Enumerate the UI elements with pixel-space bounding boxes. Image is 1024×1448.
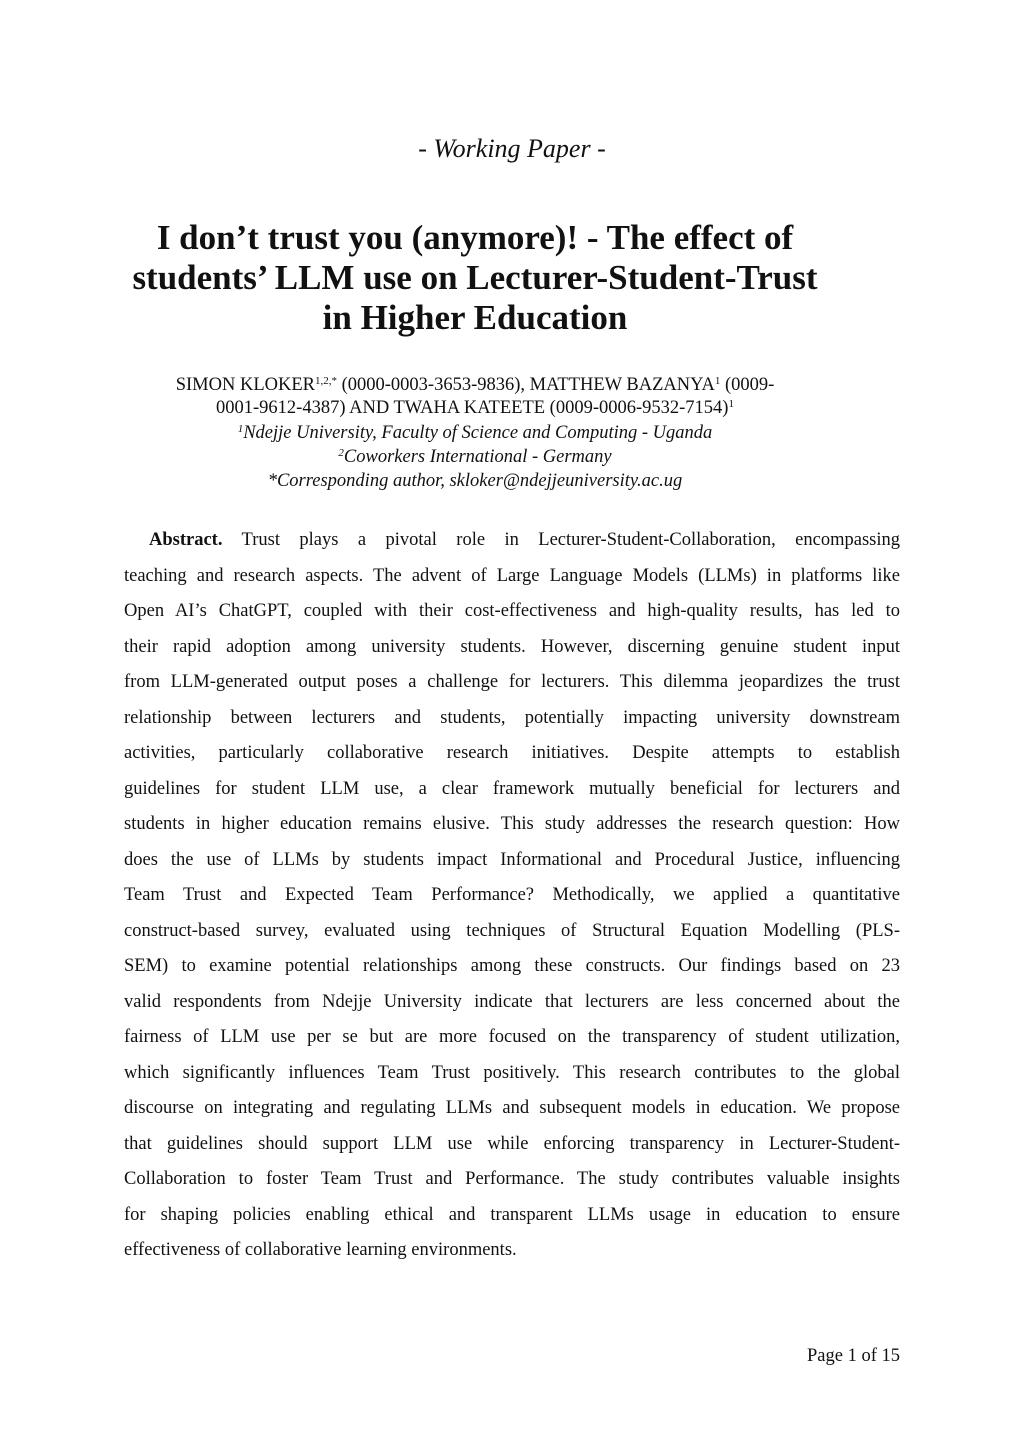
abstract-heading: Abstract. — [149, 530, 223, 550]
abstract-line: for shaping policies enabling ethical and transparent LLMs usage in education to ensure — [124, 1204, 900, 1225]
author-text: 0001-9612-4387) AND TWAHA KATEETE (0009-0006-9532-7154) — [216, 398, 729, 418]
working-paper-label: - Working Paper - — [418, 134, 606, 163]
abstract-line: from LLM-generated output poses a challenge for lecturers. This dilemma jeopardizes the trust — [124, 672, 900, 692]
title-line: I don’t trust you (anymore)! - The effect of — [156, 218, 794, 257]
affiliations — [110, 421, 840, 493]
abstract-line: their rapid adoption among university students. However, discerning genuine student input — [124, 636, 900, 657]
affiliation-text: Coworkers International - Germany — [343, 447, 612, 467]
affiliation-text: Ndejje University, Faculty of Science and Computing - Uganda — [243, 423, 713, 443]
author-name: SIMON KLOKER — [175, 375, 315, 395]
affiliation-line — [110, 445, 840, 469]
affiliation-superscript: 1 — [237, 423, 244, 435]
abstract-line: that guidelines should support LLM use while enforcing transparency in Lecturer-Student- — [124, 1133, 900, 1154]
author-superscript: 1,2,* — [314, 375, 337, 387]
author-superscript: 1 — [714, 375, 721, 387]
abstract-text: Trust plays a pivotal role in Lecturer-Student-Collaboration, encompassing — [222, 530, 900, 550]
abstract-line: does the use of LLMs by students impact Informational and Procedural Justice, influencing — [124, 849, 900, 870]
author-text: (0009- — [720, 375, 775, 395]
abstract-line: effectiveness of collaborative learning environments. — [124, 1240, 517, 1260]
abstract-line: fairness of LLM use per se but are more focused on the transparency of student utilization, — [124, 1027, 900, 1047]
title-line: in Higher Education — [322, 298, 628, 337]
abstract-line: valid respondents from Ndejje University indicate that lecturers are less concerned about the — [124, 991, 900, 1012]
corresponding-author: *Corresponding author, skloker@ndejjeuniversity.ac.ug — [267, 471, 683, 491]
title-line: students’ LLM use on Lecturer-Student-Trust — [132, 258, 818, 297]
abstract-line: discourse on integrating and regulating LLMs and subsequent models in education. We propose — [124, 1098, 900, 1118]
paper-title — [100, 218, 850, 338]
abstract-line: teaching and research aspects. The advent of Large Language Models (LLMs) in platforms like — [124, 565, 900, 586]
author-line — [110, 397, 840, 420]
author-text: (0000-0003-3653-9836), MATTHEW BAZANYA — [336, 375, 715, 395]
abstract-line: students in higher education remains elusive. This study addresses the research question: How — [124, 814, 900, 834]
abstract-line: Open AI’s ChatGPT, coupled with their cost-effectiveness and high-quality results, has led to — [124, 601, 900, 621]
abstract-line: relationship between lecturers and students, potentially impacting university downstream — [124, 707, 900, 728]
abstract — [124, 523, 900, 1269]
abstract-line: construct-based survey, evaluated using techniques of Structural Equation Modelling (PLS- — [124, 920, 900, 941]
author-line — [110, 374, 840, 397]
abstract-line: which significantly influences Team Trust positively. This research contributes to the global — [124, 1062, 900, 1083]
abstract-line: Collaboration to foster Team Trust and Performance. The study contributes valuable insights — [124, 1169, 900, 1189]
affiliation-superscript: 2 — [338, 447, 344, 459]
abstract-line — [124, 523, 900, 559]
abstract-line: Team Trust and Expected Team Performance? Methodically, we applied a quantitative — [124, 885, 900, 905]
abstract-line: SEM) to examine potential relationships among these constructs. Our findings based on 23 — [124, 956, 900, 976]
author-superscript: 1 — [728, 398, 734, 410]
author-list — [110, 374, 840, 420]
page-number: Page 1 of 15 — [807, 1346, 900, 1366]
abstract-line: activities, particularly collaborative research initiatives. Despite attempts to establish — [124, 743, 900, 763]
affiliation-line — [110, 421, 840, 445]
abstract-line: guidelines for student LLM use, a clear framework mutually beneficial for lecturers and — [124, 778, 900, 799]
